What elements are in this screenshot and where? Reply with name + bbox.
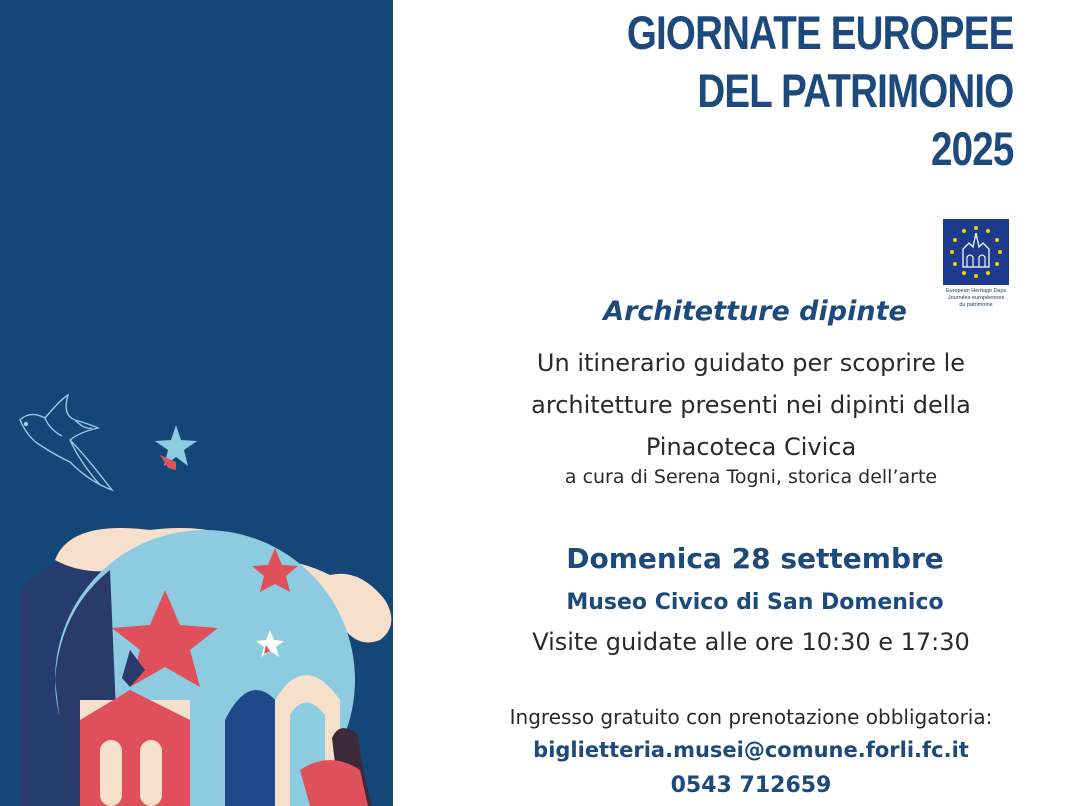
booking-phone[interactable]: 0543 712659 [670, 773, 832, 798]
event-date: Domenica 28 settembre [566, 542, 944, 575]
star-icon [155, 425, 197, 470]
description-line: Un itinerario guidato per scoprire le [536, 349, 966, 377]
description-line: Pinacoteca Civica [645, 433, 857, 461]
event-description [436, 342, 1066, 468]
booking-info: Ingresso gratuito con prenotazione obbligatoria: [509, 705, 993, 729]
email-link[interactable]: biglietteria.musei@comune.forli.fc.it [533, 738, 969, 762]
event-curator: a cura di Serena Togni, storica dell’arte [564, 466, 938, 488]
event-venue: Museo Civico di San Domenico [566, 590, 944, 615]
eu-flag-icon [943, 219, 1009, 285]
booking-email[interactable] [436, 738, 1066, 762]
title-line: 2025 [930, 122, 1013, 175]
page-title [626, 4, 1013, 178]
event-subtitle: Architetture dipinte [603, 296, 907, 327]
title-line: GIORNATE EUROPEE [626, 6, 1013, 59]
description-line: architetture presenti nei dipinti della [531, 391, 971, 419]
heritage-illustration [0, 0, 393, 806]
logo-text: du patrimoine [959, 302, 993, 308]
illustration-panel [0, 0, 393, 806]
logo-text: Journées européennes [947, 295, 1005, 301]
title-line: DEL PATRIMONIO [696, 64, 1013, 117]
dove-icon [20, 395, 112, 490]
event-times: Visite guidate alle ore 10:30 e 17:30 [532, 628, 970, 656]
logo-text: European Heritage Days [945, 288, 1007, 294]
